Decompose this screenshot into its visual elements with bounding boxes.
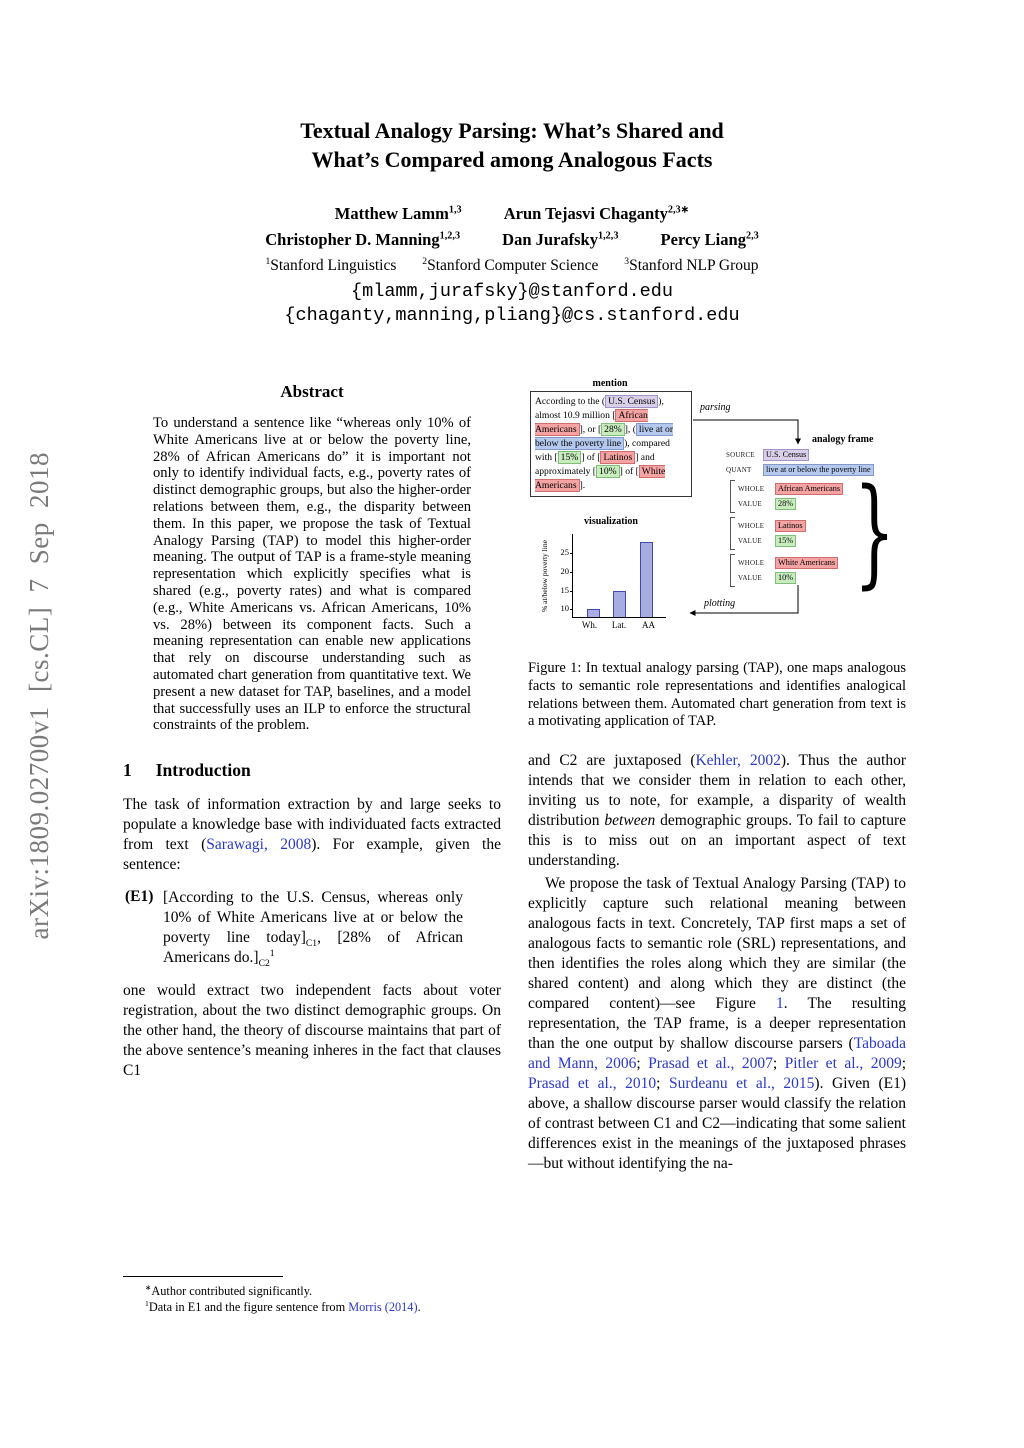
- footnote-1: $^1$Data in E1 and the figure sentence from Morris (2014).: [145, 1298, 421, 1314]
- y-tick-mark: [570, 609, 573, 610]
- author-superscript: 1,2,3: [439, 230, 461, 242]
- frame-whole-value: African Americans: [775, 483, 843, 495]
- affiliation-computer-science: $^2$Stanford Computer Science: [422, 255, 599, 274]
- frame-row-source: [726, 448, 906, 461]
- arxiv-watermark: arXiv:1809.02700v1 [cs.CL] 7 Sep 2018: [24, 452, 54, 940]
- bar-Lat.: [613, 591, 626, 617]
- visualization-label: visualization: [584, 516, 638, 527]
- citation-link[interactable]: Sarawagi, 2008: [206, 836, 312, 854]
- bar-chart: [536, 530, 686, 642]
- parsing-label: parsing: [700, 402, 731, 413]
- bar-Wh.: [587, 609, 600, 617]
- affiliations: [0, 257, 1024, 275]
- right-paragraph-1: and C2 are juxtaposed (Kehler, 2002). Thus the author intends that we consider them in relation to each other, inviting us to note, for example, a disparity of wealth distribution between demographic groups. To fail to capture this is to miss out on an important aspect of text understanding.: [528, 752, 906, 870]
- frame-quant-value: live at or below the poverty line: [763, 464, 874, 476]
- y-tick-mark: [570, 553, 573, 554]
- intro-paragraph-1: The task of information extraction by and large seeks to populate a knowledge base with individuated facts extracted from text (Sarawagi, 2008). For example, given the sentence:: [123, 796, 501, 874]
- parsing-arrow: [693, 420, 798, 444]
- role-label-source: SOURCE: [726, 450, 755, 459]
- chart-plot: [560, 534, 666, 618]
- y-tick-label: 10: [560, 603, 569, 614]
- author-superscript: 1,2,3: [597, 230, 619, 242]
- x-tick-label: Lat.: [611, 620, 627, 630]
- author-arun-chaganty: Arun Tejasvi Chaganty$^{2,3∗}$: [503, 204, 690, 223]
- title-line-1: Textual Analogy Parsing: What’s Shared and: [300, 118, 724, 143]
- plotting-label: plotting: [704, 598, 736, 609]
- chart-y-axis-label: % at/below poverty line: [540, 540, 549, 612]
- example-e1: [123, 888, 501, 968]
- mention-label: mention: [592, 378, 628, 389]
- author-superscript: 1,3: [448, 204, 462, 216]
- right-paragraph-2: We propose the task of Textual Analogy Parsing (TAP) to explicitly capture such relational meaning between analogous facts in text. Concretely, TAP first maps a set of analogous facts to semantic role (SRL) representations, and then identifies the roles along which they are similar (the shared content) and along which they are distinct (the compared content)—see Figure 1. The resulting representation, the TAP frame, is a deeper representation than the one output by shallow discourse parsers (Taboada and Mann, 2006; Prasad et al., 2007; Pitler et al., 2009; Prasad et al., 2010; Surdeanu et al., 2015). Given (E1) above, a shallow discourse parser would classify the relation of contrast between C1 and C2—indicating that some salient differences exist in the meanings of the juxtaposed phrases—but without identifying the na-: [528, 875, 907, 1173]
- citation-link[interactable]: Prasad et al., 2007: [648, 1055, 773, 1073]
- abstract-heading: Abstract: [280, 382, 344, 401]
- x-tick-label: AA: [642, 620, 655, 630]
- x-tick-label: Wh.: [581, 620, 598, 630]
- affiliation-nlp-group: $^3$Stanford NLP Group: [624, 255, 759, 274]
- role-label-whole: WHOLE: [738, 558, 765, 567]
- mention-box: According to the ( U.S. Census ), almost 10.9 million [ African Americans ], or [ 28% ], ( live at or below the poverty line ), compared with [ 15% ] of [ Latinos ] and approximately [ 10% ] of [ White Americans ].: [530, 391, 692, 497]
- author-superscript: 2,3∗: [667, 204, 690, 216]
- citation-link[interactable]: Taboada and Mann, 2006: [528, 1035, 906, 1073]
- citation-link[interactable]: Prasad et al., 2010: [528, 1075, 657, 1093]
- footnote-star: ∗Author contributed significantly.: [145, 1282, 313, 1298]
- frame-source-value: U.S. Census: [763, 449, 809, 461]
- y-tick-label: 25: [560, 546, 569, 557]
- abstract-text: To understand a sentence like “whereas only 10% of White Americans live at or below the poverty line, 28% of African Americans do” it is important not only to identify individual facts, e.g., poverty rates of distinct demographic groups, but also the higher-order relations between them, e.g., the disparity between them. In this paper, we propose the task of Textual Analogy Parsing (TAP) to model this higher-order meaning. The output of TAP is a frame-style meaning representation which explicitly specifies what is shared (e.g., poverty rates) and what is compared (e.g., White Americans vs. African Americans, 10% vs. 28%) between its component facts. Such a meaning representation can enable new applications that rely on discourse understanding such as automated chart generation from quantitative text. We present a new dataset for TAP, baselines, and a model that successfully uses an ILP to enforce the structural constraints of the problem.: [153, 415, 471, 734]
- intro-paragraph-2: one would extract two independent facts about voter registration, about the two distinct demographic groups. On the other hand, the theory of discourse maintains that part of the above sentence’s meaning inheres in the fact that clauses C1: [123, 982, 501, 1080]
- section-title: Introduction: [155, 760, 251, 781]
- role-label-whole: WHOLE: [738, 484, 765, 493]
- y-tick-label: 20: [560, 565, 569, 576]
- frame-value-value: 28%: [775, 498, 796, 510]
- figure-caption: Figure 1: In textual analogy parsing (TAP), one maps analogous facts to semantic role representations and identifies analogical relations between them. Automated chart generation from text is a motivating application of TAP.: [528, 660, 906, 730]
- citation-link[interactable]: Pitler et al., 2009: [784, 1055, 902, 1073]
- analogy-frame: [726, 448, 906, 600]
- left-column: [123, 382, 501, 1081]
- section-number: 1: [123, 760, 132, 781]
- author-superscript: 2,3: [745, 230, 759, 242]
- author-percy-liang: Percy Liang$^{2,3}$: [660, 230, 759, 249]
- citation-link[interactable]: Morris (2014): [348, 1299, 418, 1314]
- citation-link[interactable]: Kehler, 2002: [695, 752, 781, 770]
- role-label-whole: WHOLE: [738, 521, 765, 530]
- frame-value-value: 15%: [775, 535, 796, 547]
- frame-whole-value: Latinos: [775, 520, 806, 532]
- y-tick-mark: [570, 572, 573, 573]
- figure-1: [528, 378, 906, 650]
- citation-link[interactable]: Surdeanu et al., 2015: [669, 1075, 815, 1093]
- author-dan-jurafsky: Dan Jurafsky$^{1,2,3}$: [502, 230, 619, 249]
- chart-x-labels: [572, 620, 666, 630]
- frame-brace: }: [853, 461, 896, 600]
- title-line-2: What’s Compared among Analogous Facts: [311, 147, 713, 172]
- y-tick-mark: [570, 591, 573, 592]
- footnote-rule: [123, 1276, 283, 1277]
- y-tick-label: 15: [560, 584, 569, 595]
- email-line-2: {chaganty,manning,pliang}@cs.stanford.edu: [284, 305, 740, 326]
- role-label-value: VALUE: [738, 536, 762, 545]
- email-line-1: {mlamm,jurafsky}@stanford.edu: [351, 281, 673, 302]
- citation-link[interactable]: 1: [776, 995, 784, 1013]
- paper-title: [0, 116, 1024, 174]
- bar-AA: [640, 542, 653, 617]
- role-label-quant: QUANT: [726, 465, 752, 474]
- author-matthew-lamm: Matthew Lamm$^{1,3}$: [334, 204, 462, 223]
- affiliation-linguistics: $^1$Stanford Linguistics: [265, 255, 397, 274]
- footnotes: [123, 1276, 501, 1315]
- author-row-1: [0, 204, 1024, 224]
- author-row-2: [0, 230, 1024, 250]
- e1-label: (E1): [125, 888, 154, 906]
- e1-text: [According to the U.S. Census, whereas only 10% of White Americans live at or below the poverty line $today]_{C1}$, [28% of African Americans $do.]_{C2}^1$: [163, 889, 463, 970]
- section-1-heading: [123, 760, 501, 781]
- role-label-value: VALUE: [738, 499, 762, 508]
- role-label-value: VALUE: [738, 573, 762, 582]
- frame-value-value: 10%: [775, 572, 796, 584]
- author-christopher-manning: Christopher D. Manning$^{1,2,3}$: [265, 230, 461, 249]
- frame-whole-value: White Americans: [775, 557, 838, 569]
- right-column: [528, 378, 906, 1174]
- analogy-frame-label: analogy frame: [812, 434, 874, 445]
